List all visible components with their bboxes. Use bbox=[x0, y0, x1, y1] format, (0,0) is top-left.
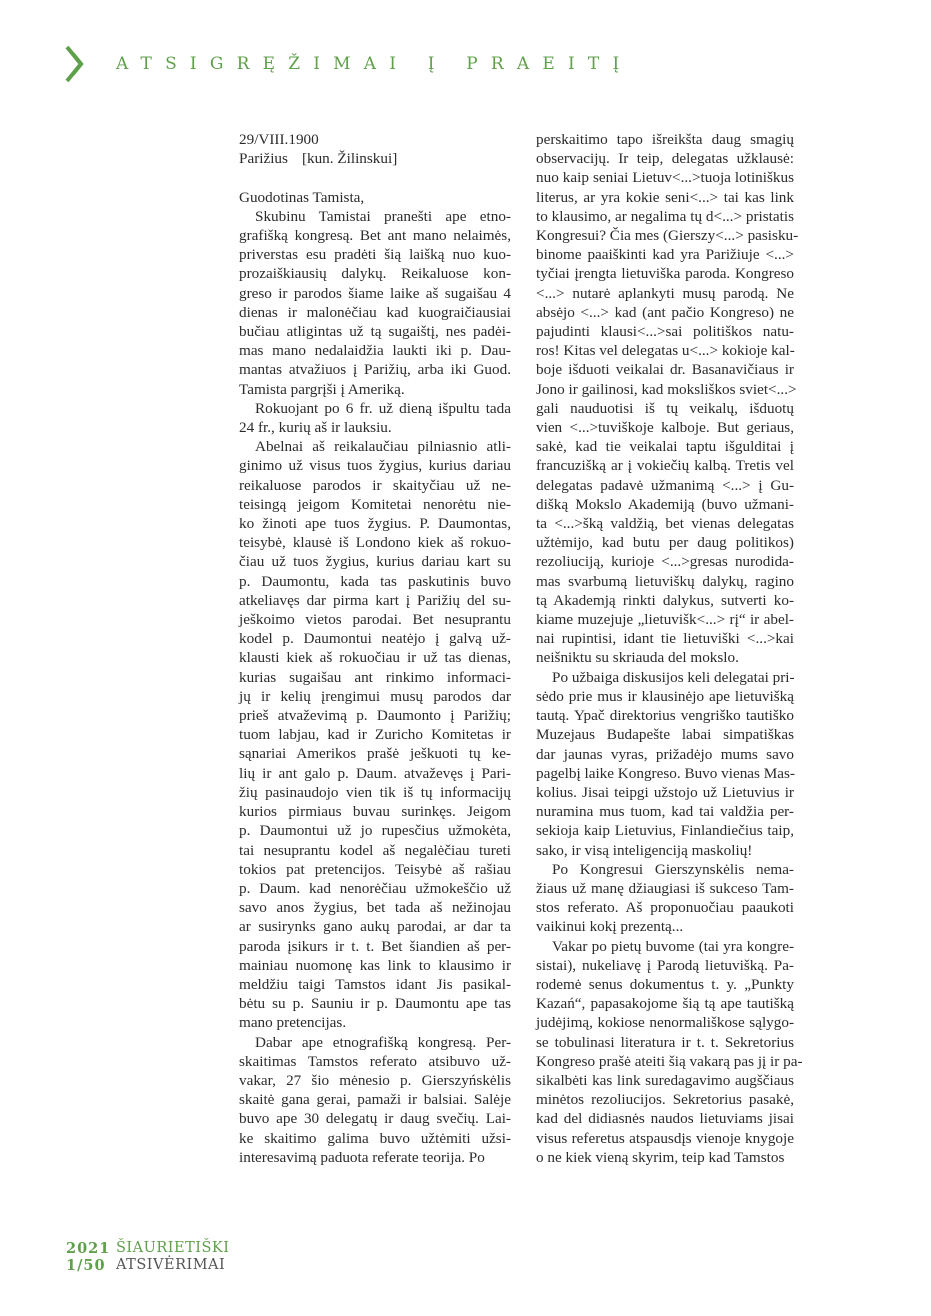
text-line: neišniktu su skriauda del mokslo. bbox=[536, 649, 739, 667]
text-line: tautą. Ypač direktorius vengriško tautiško bbox=[536, 707, 794, 725]
text-line: visus referetus atspausdįs vienoje knygoje bbox=[536, 1129, 794, 1147]
text-line: sakė, kad tie veikalai taptu išgulditai į bbox=[536, 438, 794, 456]
text-line: mainiau nuomonę kas link to klausimo ir bbox=[239, 956, 511, 974]
text-line: p. Daumontu, kada tas paskutinis buvo bbox=[239, 572, 511, 590]
text-line: vien <...>tuviškoje kalboje. But geriaus, bbox=[536, 419, 794, 437]
letter-place-line bbox=[239, 149, 511, 168]
text-line: ko žinoti ape tuos žygius. P. Daumontas, bbox=[239, 515, 511, 533]
text-line: Dabar ape etnografišką kongresą. Per- bbox=[255, 1033, 511, 1051]
text-line: atkeliavęs dar pirma kart į Parižių del su- bbox=[239, 591, 511, 609]
text-line: ješkoimo vietos parodai. Bet nesuprantu bbox=[239, 611, 511, 629]
text-line: prieš atvaževimą p. Daumonto į Parižių; bbox=[239, 707, 511, 725]
text-line: Abelnai aš reikalaučiau pilniasnio atli- bbox=[255, 438, 511, 456]
text-line: sekioja kaip Lietuvius, Finlandiečius taip, bbox=[536, 822, 794, 840]
footer-year: 2021 bbox=[66, 1240, 111, 1257]
text-line: literus, ar yra kokie seni<...> tai kas link bbox=[536, 188, 794, 206]
text-line: prozaiškiausių dalykų. Reikaluose kon- bbox=[239, 265, 511, 283]
text-line: mantas atvažiuos į Parižių, arba iki Guod. bbox=[239, 361, 511, 379]
text-line: <...> nutarė aplankyti musų parodą. Ne bbox=[536, 284, 794, 302]
paragraph bbox=[536, 668, 794, 860]
text-line: rodemė senus dokumentus t. y. „Punkty bbox=[536, 975, 794, 993]
text-line: 24 fr., kurių aš ir lauksiu. bbox=[239, 419, 392, 437]
paragraph bbox=[536, 860, 794, 937]
text-line: Jono ir gailinosi, kad moksliškos sviet<...> bbox=[536, 380, 797, 398]
text-line: kiame muzejuje „lietuvišk<...> rį“ ir abel- bbox=[536, 611, 794, 629]
text-line: to klausimo, ar negalima tų d<...> pristatis bbox=[536, 207, 794, 225]
text-line: nai rupintisi, idant tie lietuviški <...>kai bbox=[536, 630, 794, 648]
text-line: kolius. Jisai teipgi užstojo už Lietuvius ir bbox=[536, 783, 794, 801]
text-line: Tamista pargrįši į Ameriką. bbox=[239, 380, 405, 398]
text-line: dienas ir malonėčiau kad kuograičiausiai bbox=[239, 303, 511, 321]
section-title: ATSIGRĘŽIMAI Į PRAEITĮ bbox=[116, 54, 633, 74]
paragraph bbox=[536, 130, 799, 668]
text-line: skaitė gana gerai, pamaži ir balsiai. Salėje bbox=[239, 1091, 511, 1109]
text-line: jų ir kelių įrengimui musų parodos dar bbox=[239, 687, 511, 705]
text-line: mas mano nedalaidžia laukti iki p. Dau- bbox=[239, 342, 511, 360]
text-line: sistai), nukeliavę į Parodą lietuvišką. Pa- bbox=[536, 956, 794, 974]
text-line: ke skaitimo galima buvo užtėmiti užsi- bbox=[239, 1129, 511, 1147]
double-chevron-right-icon bbox=[64, 44, 90, 84]
text-line: žiaus už manę džiaugiasi iš sukceso Tam- bbox=[536, 879, 794, 897]
text-line: kurias sugaišau ant rinkimo informaci- bbox=[239, 668, 511, 686]
text-line: ginimo už visus tuos žygius, kurius dariau bbox=[239, 457, 511, 475]
text-line: Skubinu Tamistai pranešti ape etno- bbox=[255, 207, 511, 225]
text-line: ta <...>šką valdžią, bet vienas delegatas bbox=[536, 515, 794, 533]
right-column bbox=[536, 130, 803, 1167]
text-line: pajudinti klausi<...>sai politiškos natu- bbox=[536, 323, 794, 341]
paragraph bbox=[239, 1033, 511, 1167]
text-line: teisybė, klausė iš Londono kiek aš rokuo- bbox=[239, 534, 511, 552]
text-line: se tobulinasi literatura ir t. t. Sekretorius bbox=[536, 1033, 794, 1051]
place-text: Parižius bbox=[239, 150, 288, 168]
text-line: greso ir parodos šiame laike aš sugaišau 4 bbox=[239, 284, 511, 302]
left-paragraphs bbox=[239, 207, 511, 1167]
text-line: observacijų. Ir teip, delegatas užklausė: bbox=[536, 150, 794, 168]
text-line: Po Kongresui Gierszynskėlis nema- bbox=[552, 860, 794, 878]
text-line: žių pasinaudojo vien tik iš tų informacijų bbox=[239, 783, 511, 801]
text-line: minėtos rezoliucijos. Sekretorius pasakė, bbox=[536, 1091, 794, 1109]
salutation bbox=[239, 188, 511, 207]
text-line: teisingą jeigom Komitetai nenorėtu nie- bbox=[239, 495, 511, 513]
text-line: o ne kiek vieną skyrim, teip kad Tamstos bbox=[536, 1148, 785, 1166]
text-line: grafišką kongresą. Bet ant mano nelaimės, bbox=[239, 227, 511, 244]
text-line: p. Daumontui už jo rupesčius užmokėta, bbox=[239, 822, 511, 840]
footer-issue: 1/50 bbox=[66, 1257, 106, 1274]
footer-row-2 bbox=[66, 1257, 229, 1274]
text-line: Kongreso prašė ateiti šią vakarą pas jį ir pa- bbox=[536, 1052, 803, 1070]
paragraph bbox=[239, 437, 511, 1032]
text-line: Vakar po pietų buvome (tai yra kongre- bbox=[552, 937, 794, 955]
text-line: interesavimą paduota referate teorija. Po bbox=[239, 1148, 485, 1166]
text-line: tai nesuprantu kodel aš negalėčiau tureti bbox=[239, 841, 511, 859]
text-line: čiau už tuos žygius, kurius dariau kart su bbox=[239, 553, 511, 571]
text-line: kodel p. Daumontui neatėjo į galvą už- bbox=[239, 630, 511, 648]
text-line: nuramina mus tuom, kad tai valdžia per- bbox=[536, 803, 794, 821]
text-line: francuzišką ar į vokiečių kalbą. Tretis vel bbox=[536, 457, 794, 475]
text-line: sako, ir visą inteligenciją maskolių! bbox=[536, 841, 753, 859]
text-line: kad del didiasnės naudos lietuviams jisai bbox=[536, 1110, 794, 1128]
paragraph bbox=[239, 207, 511, 399]
text-line: delegatas padavė užmanimą <...> į Gu- bbox=[536, 476, 794, 494]
text-line: nuo kaip seniai Lietuv<...>tuoja lotiniškus bbox=[536, 169, 794, 187]
journal-name-line2: ATSIVĖRIMAI bbox=[116, 1257, 226, 1273]
letter-date bbox=[239, 130, 511, 149]
text-line: gali nauduotisi iš tų veikalų, išduotų bbox=[536, 399, 794, 417]
text-line: priverstas esu pradėti šią laišką nuo kuo- bbox=[239, 246, 511, 264]
text-line: tą Akademją rinkti dalykus, sutverti ko- bbox=[536, 591, 794, 609]
text-line: bučiau atligintas už tą sugaištį, nes padėi- bbox=[239, 323, 511, 341]
date-text: 29/VIII.1900 bbox=[239, 131, 319, 148]
journal-name-line1: ŠIAURIETIŠKI bbox=[116, 1240, 230, 1256]
text-line: ros! Kitas vel delegatas u<...> kokioje kal- bbox=[536, 342, 795, 360]
text-line: ar susirynks gano aukų parodai, ar dar ta bbox=[239, 918, 511, 936]
text-line: mano pretencijas. bbox=[239, 1014, 347, 1032]
text-line: užtėmijo, kad butu per daug politikos) bbox=[536, 534, 794, 552]
right-paragraphs bbox=[536, 130, 803, 1167]
text-line: pagelbį laike Kongreso. Buvo vienas Mas- bbox=[536, 764, 795, 782]
text-line: tyčiai įrengta lietuviška paroda. Kongreso bbox=[536, 265, 794, 283]
text-line: vakar, 27 šio mėnesio p. Gierszyńskėlis bbox=[239, 1071, 511, 1089]
text-line: savo anos žygius, bet tada aš nežinojau bbox=[239, 899, 511, 917]
text-line: judėjimą, kokiose nenormališkose sąlygo- bbox=[536, 1014, 794, 1032]
text-line: buvo ape 30 delegatų ir daug svečių. Lai- bbox=[239, 1110, 511, 1128]
page-header bbox=[64, 44, 632, 84]
text-line: meldžiu taigi Tamstos idant Jis pasikal- bbox=[239, 975, 511, 993]
text-line: Kazań“, papasakojome šią tą ape tautišką bbox=[536, 995, 794, 1013]
paragraph bbox=[536, 937, 803, 1167]
text-line: p. Daum. kad nenorėčiau užmokeščio už bbox=[239, 879, 511, 897]
footer-row-1 bbox=[66, 1240, 229, 1257]
text-line: klausti kiek aš rokuočiau ir už tas dienas, bbox=[239, 649, 511, 667]
text-line: sikalbėti kas link suredagavimo augščiaus bbox=[536, 1071, 794, 1089]
left-column bbox=[239, 130, 511, 1167]
text-line: absėjo <...> kad (ant pačio Kongreso) ne bbox=[536, 303, 794, 321]
text-line: Rokuojant po 6 fr. už dieną išpultu tada bbox=[255, 399, 511, 417]
text-line: tokios pat pretencijos. Teisybė aš rašiau bbox=[239, 860, 511, 878]
text-line: skaitimas Tamstos referato atsibuvo už- bbox=[239, 1052, 511, 1070]
text-line: reikaluose parodos ir skaityčiau už ne- bbox=[239, 476, 511, 494]
text-line: bėtu su p. Sauniu ir p. Daumontu ape tas bbox=[239, 995, 511, 1013]
text-line: Muzejaus Budapešte labai simpatiškas bbox=[536, 726, 794, 744]
text-line: dišką Mokslo Akademiją (buvo užmani- bbox=[536, 495, 794, 513]
salutation-text: Guodotinas Tamista, bbox=[239, 188, 365, 206]
text-line: boje išduoti veikalai dr. Basanavičiaus ir bbox=[536, 361, 794, 379]
text-line: rezoliuciją, kurioje <...>gresas nurodida- bbox=[536, 553, 794, 571]
page-footer bbox=[66, 1240, 229, 1274]
text-line: perskaitimo tapo išreikšta daug smagių bbox=[536, 131, 794, 148]
text-line: Po užbaiga diskusijos keli delegatai pri- bbox=[552, 668, 795, 686]
text-line: Kongresui? Čia mes (Gierszy<...> pasisku- bbox=[536, 227, 799, 245]
text-line: kurios pirmiaus buvau surinkęs. Jeigom bbox=[239, 803, 511, 821]
text-line: mas svarbumą lietuviškų dalykų, ragino bbox=[536, 572, 794, 590]
recipient-text: [kun. Žilinskui] bbox=[301, 150, 398, 168]
text-line: paroda įsikurs ir t. t. Bet šiandien aš per- bbox=[239, 937, 511, 955]
paragraph bbox=[239, 399, 511, 437]
text-line: lių ir ant galo p. Daum. atvaževęs į Pari- bbox=[239, 764, 511, 782]
text-line: sąnariai Amerikos prašė ješkuoti tų ke- bbox=[239, 745, 511, 763]
text-line: sėdo prie mus ir klausinėjo ape lietuvišką bbox=[536, 687, 794, 705]
text-line: vaikinui kokį prezentą... bbox=[536, 918, 684, 936]
text-line: tuom labjau, kad ir Zuricho Komitetas ir bbox=[239, 726, 511, 744]
text-line: binome paaiškinti kad yra Parižiuje <...> bbox=[536, 246, 794, 264]
text-line: stos referato. Aš proponuočiau paaukoti bbox=[536, 899, 794, 917]
text-line: dar jaunas vyras, prižadėjo mums savo bbox=[536, 745, 794, 763]
